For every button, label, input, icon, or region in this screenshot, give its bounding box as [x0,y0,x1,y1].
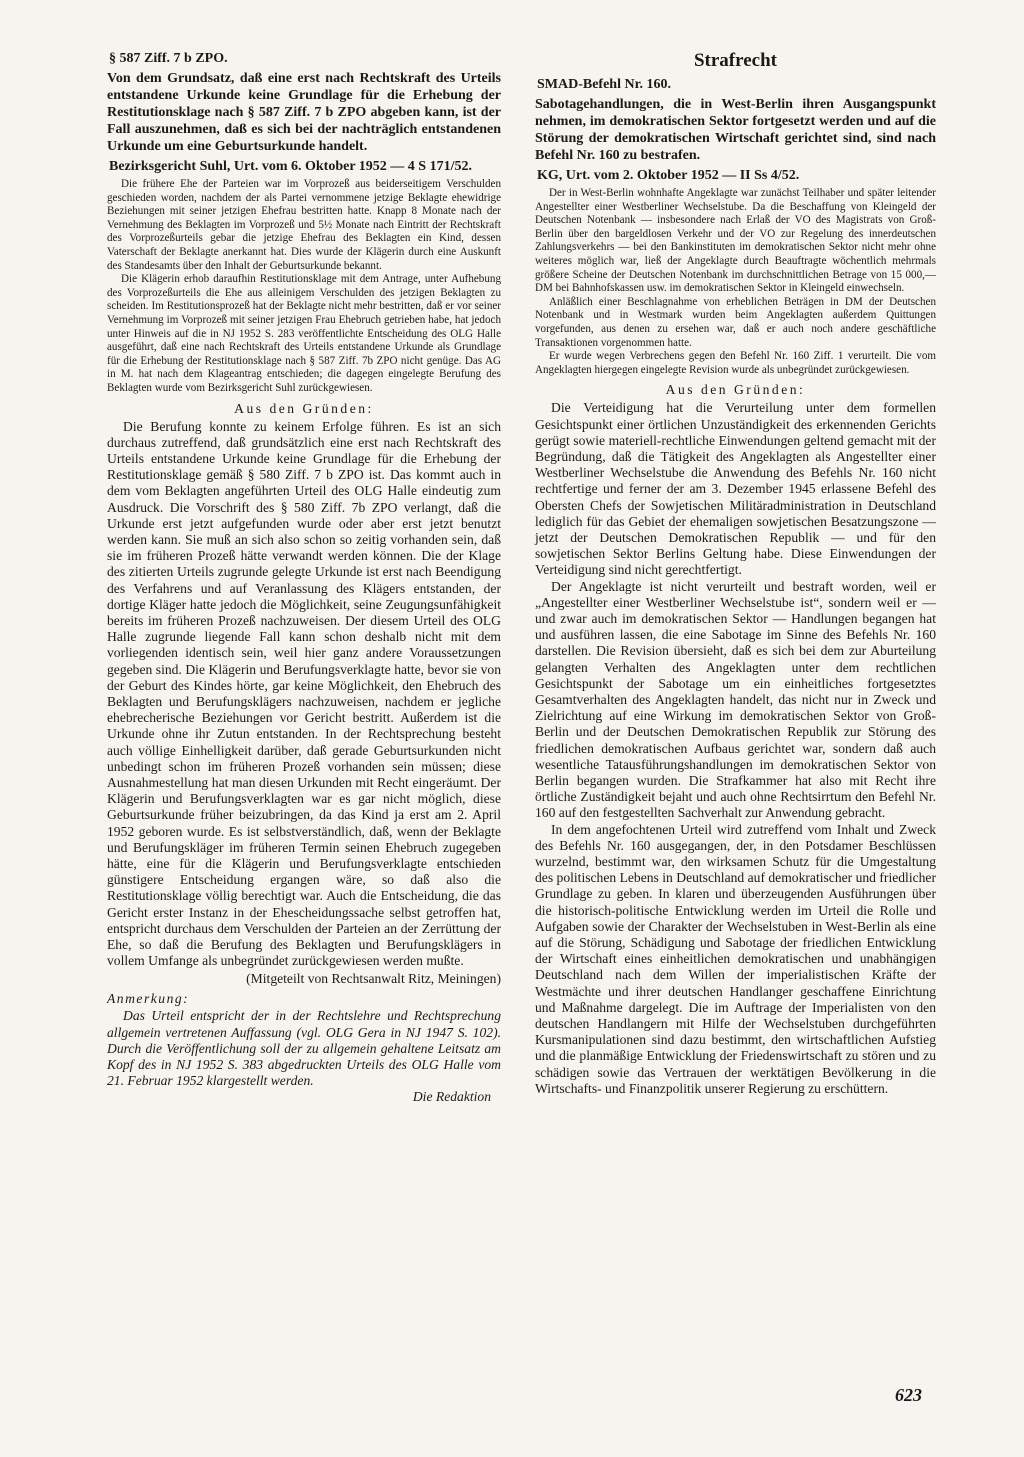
right-header-ref: SMAD-Befehl Nr. 160. [537,77,672,92]
left-note-paragraph: Das Urteil entspricht der in der Rechtslehre und Rechtsprechung allgemein vertretenen Auffassung (vgl. OLG Gera in NJ 1947 S. 102). Durch die Veröffentlichung soll der zu allgemein gehaltene Leitsatz am Kopf des in NJ 1952 S. 383 abgedruckten Urteils des OLG Halle vom 21. Februar 1952 klargestellt werden. [107,1008,501,1089]
right-facts-paragraph: Der in West-Berlin wohnhafte Angeklagte war zunächst Teilhaber und später leitender Angestellter einer Westberliner Wechselstube. Da die Beschaffung von Kleingeld der Deutschen Notenbank — insbesondere nach Erlaß der VO des Magistrats von Groß-Berlin über den bargeldlosen Verkehr und der VO zur Regelung des innerdeutschen Zahlungsverkehrs — bei den Bankinstituten im demokratischen Sektor nicht mehr ohne weiteres möglich war, ließ der Angeklagte durch Beauftragte wöchentlich mehrmals größere Scheine der Deutschen Notenbank im durchschnittlichen Betrage von 15 000,— DM bei Bahnhofskassen usw. im demokratischen Sektor in Kleingeld einwechseln. [535,187,936,295]
right-reasons-heading: Aus den Gründen: [665,382,806,398]
right-court-line: KG, Urt. vom 2. Oktober 1952 — II Ss 4/52. [537,168,800,183]
left-header-ref: § 587 Ziff. 7 b ZPO. [109,51,228,66]
left-headnote: Von dem Grundsatz, daß eine erst nach Rechtskraft des Urteils entstandene Urkunde keine Grundlage für die Erhebung der Restitutionsklage nach § 587 Ziff. 7 b ZPO abgeben kann, ist der Fall auszunehmen, daß es sich bei der nachträglich entstandenen Urkunde um eine Geburtsurkunde handelt. [107,71,501,154]
left-reasons-heading: Aus den Gründen: [234,400,374,416]
left-column [107,50,501,1105]
right-column [535,50,936,1097]
left-note-signature: Die Redaktion [412,1089,491,1105]
right-facts-paragraph: Anläßlich einer Beschlagnahme von erheblichen Beträgen in DM der Deutschen Notenbank und in Westmark wurden beim Angeklagten außerdem Quittungen vorgefunden, aus denen zu ersehen war, daß er auch noch andere geschäftliche Transaktionen vorgenommen hatte. [535,295,936,349]
right-headnote: Sabotagehandlungen, die in West-Berlin ihren Ausgangspunkt nehmen, im demokratischen Sektor fortgesetzt werden und auf die Störung der demokratischen Wirtschaft gerichtet sind, sind nach Befehl Nr. 160 zu bestrafen. [535,97,936,163]
section-title: Strafrecht [693,50,777,71]
right-facts-paragraph: Er wurde wegen Verbrechens gegen den Befehl Nr. 160 Ziff. 1 verurteilt. Die vom Angeklagten hiergegen eingelegte Revision wurde als unbegründet zurückgewiesen. [535,350,936,376]
right-reasons-paragraph: Die Verteidigung hat die Verurteilung unter dem formellen Gesichtspunkt einer örtlichen Unzuständigkeit des erkennenden Gerichts gerügt sowie materiell-rechtliche Einwendungen geltend gemacht mit der Begründung, daß die Tätigkeit des Angeklagten als Angestellter einer Westberliner Wechselstube die Anwendung des Befehls Nr. 160 nicht rechtfertige und ferner der am 3. Dezember 1945 erlassene Befehl des Obersten Chefs der Sowjetischen Militäradministration in Deutschland lediglich für das Gebiet der ehemaligen sowjetischen Besatzungszone — jetzt der Deutschen Demokratischen Republik — und für den sowjetischen Sektor Berlins Geltung habe. Diese Einwendungen der Verteidigung sind nicht gerechtfertigt. [535,400,936,578]
left-facts-paragraph: Die frühere Ehe der Parteien war im Vorprozeß aus beiderseitigem Verschulden geschieden worden, nachdem der als Partei vernommene jetzige Beklagte ehewidrige Beziehungen mit seiner jetzigen Ehefrau bestritten hatte. Knapp 8 Monate nach der Vernehmung des Beklagten im Vorprozeß und 5½ Monate nach Eintritt der Rechtskraft des Vorprozeßurteils gebar die jetzige Ehefrau des Beklagten ein Kind, dessen Vaterschaft der Beklagte anerkannt hat. Dies wurde der Klägerin durch eine Auskunft des Standesamts über den Inhalt der Geburtsurkunde bekannt. [107,178,501,272]
left-reasons-paragraph: Die Berufung konnte zu keinem Erfolge führen. Es ist an sich durchaus zutreffend, daß grundsätzlich eine erst nach Rechtskraft des Urteils entstandene Urkunde keine Grundlage für die Erhebung der Restitutionsklage gemäß § 580 Ziff. 7 b ZPO ist. Das kommt auch in dem vom Beklagten angeführten Urteil des OLG Halle eindeutig zum Ausdruck. Die Vorschrift des § 580 Ziff. 7b ZPO verlangt, daß die Urkunde erst jetzt aufgefunden wurde oder aber erst jetzt benutzt werden kann. Sie muß an sich also schon so zeitig vorhanden sein, daß sie im früheren Prozeß hätte verwandt werden können. Die der Klage des zitierten Urteils zugrunde gelegte Urkunde ist erst nach Beendigung des Verfahrens und auf Veranlassung des Klägers entstanden, der dortige Kläger hatte jedoch die Möglichkeit, seine Zeugungsunfähigkeit bereits im früheren Prozeß nachzuweisen. Der diesem Urteil des OLG Halle zugrunde liegende Fall kann schon deshalb nicht mit dem vorliegenden identisch sein, weil hier ganz andere Voraussetzungen gegeben sind. Die Klägerin und Berufungsverklagte hatte, bevor sie von der Geburt des Kindes hörte, gar keine Möglichkeit, den Ehebruch des Beklagten und Berufungsklägers nachzuweisen, nachdem er jegliche ehebrecherische Beziehungen vor Gericht bestritt. Außerdem ist die Urkunde ohne ihr Zutun entstanden. In der Rechtsprechung besteht auch völlige Einhelligkeit darüber, daß gerade Geburtsurkunden nicht unbedingt schon im früheren Prozeß vorhanden sein müssen; diese Ausnahmestellung hat man diesen Urkunden mit Recht eingeräumt. Der Klägerin und Berufungsverklagten war es gar nicht möglich, diese Geburtsurkunde früher beizubringen, da das Kind ja erst am 2. April 1952 geboren wurde. Es ist selbstverständlich, daß, wenn der Beklagte und Berufungskläger im früheren Termin seinen Ehebruch zugegeben hätte, eine für die Klägerin und Berufungsverklagte entschieden günstigere Entscheidung ergangen wäre, so daß also die Restitutionsklage völlig berechtigt war. Auch die Entscheidung, die das Gericht erster Instanz in der Ehescheidungssache selbst getroffen hat, entspricht durchaus dem Verschulden der Parteien an der Zerrüttung der Ehe, so daß die Berufung des Beklagten und Berufungsklägers in vollem Umfange als unbegründet zurückgewiesen werden mußte. [107,418,501,969]
left-court-line: Bezirksgericht Suhl, Urt. vom 6. Oktober 1952 — 4 S 171/52. [109,159,472,174]
page-number: 623 [895,1385,922,1405]
left-note-heading: Anmerkung: [107,991,190,1007]
left-communicated-by: (Mitgeteilt von Rechtsanwalt Ritz, Meiningen) [246,971,501,987]
left-facts-paragraph: Die Klägerin erhob daraufhin Restitutionsklage mit dem Antrage, unter Aufhebung des Vorprozeßurteils die Ehe aus alleinigem Verschulden des jetzigen Beklagten zu scheiden. Im Restitutionsprozeß hat der Beklagte nicht mehr bestritten, daß er vor seiner Vernehmung im Vorprozeß mit seiner jetzigen Frau Ehebruch getrieben habe, hat jedoch unter Hinweis auf die in NJ 1952 S. 283 veröffentlichte Entscheidung des OLG Halle ausgeführt, daß eine nach Rechtskraft des Urteils entstandene Urkunde als Grundlage für die Erhebung der Restitutionsklage nach § 587 Ziff. 7b ZPO nicht genüge. Das AG in M. hat nach dem Klageantrag entschieden; die dagegen eingelegte Berufung des Beklagten wurde vom Bezirksgericht Suhl zurückgewiesen. [107,273,501,394]
right-reasons-paragraph: In dem angefochtenen Urteil wird zutreffend vom Inhalt und Zweck des Befehls Nr. 160 ausgegangen, der, in den Potsdamer Beschlüssen wurzelnd, bestimmt war, den wirksamen Schutz für die Umgestaltung des politischen Lebens in Deutschland auf demokratischer und friedlicher Grundlage zu geben. In klaren und überzeugenden Ausführungen über die historisch-politische Entwicklung werden im Urteil die Rolle und Aufgaben sowie der Charakter der Wechselstuben in West-Berlin als eine auf die Störung, Schädigung und Sabotage der friedlichen Entwicklung der Wirtschaft eines einheitlichen demokratischen und unabhängigen Deutschland nach dem Willen der imperialistischen Kräfte der Westmächte und ihrer deutschen Handlanger geschaffene Einrichtung und Maßnahme dargelegt. Die im Auftrage der Imperialisten von den deutschen Handlangern mit Hilfe der Wechselstuben durchgeführten Kursmanipulationen sind dazu bestimmt, den wirtschaftlichen Aufstieg und die planmäßige Entwicklung der Friedenswirtschaft zu stören und zu schädigen sowie das Vertrauen der werktätigen Bevölkerung in die Wirtschafts- und Finanzpolitik unserer Regierung zu erschüttern. [535,821,936,1096]
right-reasons-paragraph: Der Angeklagte ist nicht verurteilt und bestraft worden, weil er „Angestellter einer Westberliner Wechselstube ist“, sondern weil er — und zwar auch im demokratischen Sektor — Handlungen begangen hat und ausführen lassen, die eine Sabotage im Sinne des Befehls Nr. 160 darstellen. Die Revision übersieht, daß es sich bei dem zur Aburteilung gelangten Verhalten des Angeklagten unter dem rechtlichen Gesichtspunkt der Sabotage um ein einheitliches fortgesetztes Gesamtverhalten des Angeklagten handelt, das nicht nur in Zweck und Zielrichtung auf eine Wirkung im demokratischen Sektor von Groß-Berlin und der Deutschen Demokratischen Republik zur Störung des friedlichen demokratischen Aufbaus gerichtet war, sondern daß auch wesentliche Tatausführungshandlungen im demokratischen Sektor von Berlin begangen wurden. Die Strafkammer hat also mit Recht ihre örtliche Zuständigkeit bejaht und auch ohne Rechtsirrtum den Befehl Nr. 160 auf den festgestellten Sachverhalt zur Anwendung gebracht. [535,578,936,821]
